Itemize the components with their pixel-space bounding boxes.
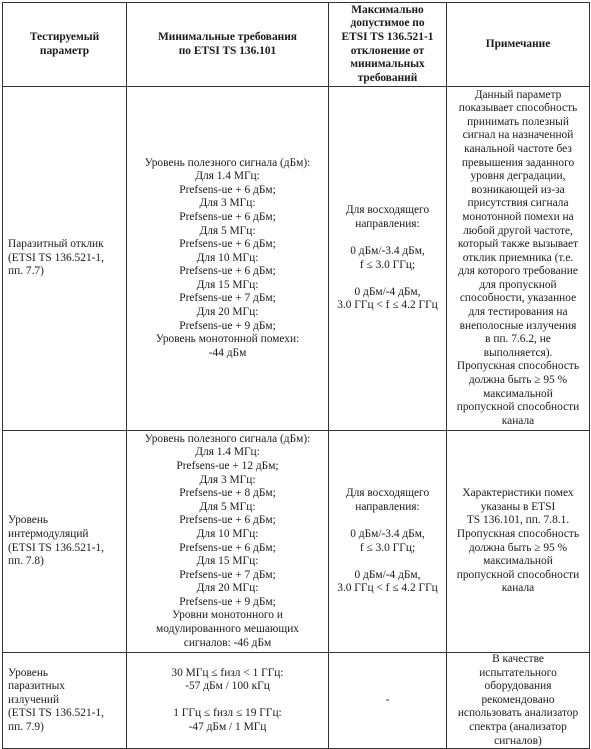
text-line: 1 ГГц ≤ fизл ≤ 19 ГГц:: [173, 707, 282, 720]
text-line: Prefsens-ue + 7 дБм;: [179, 568, 276, 581]
cell-requirement: [127, 653, 329, 749]
cell-parameter: [3, 87, 127, 431]
header-requirements: [127, 3, 329, 87]
text-line: Примечание: [485, 37, 551, 50]
text-line: возникающей из-за: [471, 183, 565, 196]
text-line: Для 10 МГц:: [196, 527, 259, 540]
text-line: В качестве: [492, 653, 544, 665]
text-line: модулированного мешающих: [156, 623, 299, 636]
text-line: уровня деградации,: [470, 170, 566, 183]
text-line: для пропускной: [479, 278, 557, 291]
table-row-intermodulation: [3, 431, 590, 653]
text-line: использовать анализатор: [457, 707, 579, 720]
text-line: отклик приемника (т.е.: [462, 251, 574, 264]
text-line: Уровень полезного сигнала (дБм):: [144, 432, 311, 445]
table-row-spurious-emissions: [3, 653, 590, 749]
text-line: монотонной помехи на: [462, 210, 574, 223]
text-line: рекомендовано: [481, 693, 555, 706]
text-line: по ETSI TS 136.101: [178, 44, 277, 57]
text-line: 0 дБм/-4 дБм,: [354, 285, 421, 298]
requirements-table: [2, 2, 590, 749]
text-line: сигналов: -46 дБм: [183, 636, 272, 649]
text-line: параметр: [39, 44, 90, 57]
text-line: Для 3 МГц:: [199, 473, 256, 486]
text-line: Prefsens-ue + 9 дБм;: [179, 595, 276, 608]
text-line: Характеристики помех: [462, 487, 574, 500]
text-line: требований: [357, 71, 418, 84]
text-line: максимальной: [483, 555, 553, 568]
text-line: отклонение от: [350, 44, 425, 57]
header-row: [3, 3, 590, 87]
text-line: пропускной способности: [456, 401, 580, 414]
text-line: 3.0 ГГц < f ≤ 4.2 ГГц: [337, 299, 438, 312]
table-row-spurious-response: [3, 87, 590, 431]
text-line: сигналов): [494, 734, 542, 747]
text-line: (ETSI TS 136.521-1,: [8, 251, 104, 264]
text-line: Prefsens-ue + 7 дБм;: [179, 292, 276, 305]
text-line: Prefsens-ue + 9 дБм;: [179, 319, 276, 332]
text-line: в пп. 7.6.2, не: [485, 333, 551, 346]
text-line: направления:: [355, 500, 420, 513]
text-line: пропускной способности: [456, 568, 580, 581]
text-line: Пропускная способность: [456, 527, 580, 540]
text-line: Prefsens-ue + 6 дБм;: [179, 238, 276, 251]
text-line: Для 15 МГц:: [196, 278, 259, 291]
text-line: паразитных: [8, 680, 65, 693]
text-line: минимальных: [350, 58, 425, 71]
text-line: 3.0 ГГц < f ≤ 4.2 ГГц: [337, 582, 438, 595]
header-parameter: [3, 3, 127, 87]
cell-parameter: [3, 653, 127, 749]
text-line: Prefsens-ue + 8 дБм;: [179, 487, 276, 500]
text-line: пп. 7.7): [8, 265, 44, 278]
text-line: способности, указанное: [459, 292, 577, 305]
text-line: Уровень монотонной помехи:: [155, 333, 300, 346]
text-line: любой другой частоте,: [463, 224, 573, 237]
cell-note: [447, 87, 590, 431]
text-line: 0 дБм/-3.4 дБм,: [350, 244, 425, 257]
header-deviation: [329, 3, 447, 87]
text-line: присутствия сигнала: [467, 197, 569, 210]
text-line: ETSI TS 136.521-1: [341, 30, 434, 43]
text-line: (ETSI TS 136.521-1,: [8, 541, 104, 554]
text-line: внеполосные излучения: [459, 319, 577, 332]
text-line: спектра (анализатор: [469, 720, 567, 733]
text-line: Максимально: [351, 3, 424, 16]
text-line: канала: [501, 414, 535, 427]
cell-deviation: [329, 653, 447, 749]
text-line: должна быть ≥ 95 %: [468, 541, 568, 554]
text-line: пп. 7.8): [8, 555, 44, 568]
text-line: Для 10 МГц:: [196, 251, 259, 264]
cell-deviation: [329, 87, 447, 431]
text-line: Prefsens-ue + 6 дБм;: [179, 514, 276, 527]
text-line: Prefsens-ue + 6 дБм;: [179, 210, 276, 223]
text-line: Для 20 МГц:: [196, 582, 259, 595]
text-line: принимать полезный: [467, 115, 569, 128]
text-line: f ≤ 3.0 ГГц;: [359, 541, 416, 554]
text-line: Для 3 МГц:: [199, 197, 256, 210]
text-line: Уровень: [8, 666, 49, 679]
text-line: должна быть ≥ 95 %: [468, 374, 568, 387]
text-line: излучений: [8, 693, 60, 706]
cell-requirement: [127, 431, 329, 653]
text-line: Для 20 МГц:: [196, 306, 259, 319]
text-line: -47 дБм / 1 МГц: [188, 720, 267, 733]
text-line: (ETSI TS 136.521-1,: [8, 707, 104, 720]
cell-note: [447, 431, 590, 653]
text-line: -57 дБм / 100 кГц: [185, 680, 270, 693]
text-line: Для 5 МГц:: [199, 500, 256, 513]
text-line: для которого требование: [458, 265, 578, 278]
text-line: для тестирования на: [468, 306, 568, 319]
document-page: [2, 2, 589, 746]
text-line: 0 дБм/-4 дБм,: [354, 568, 421, 581]
text-line: интермодуляций: [8, 527, 89, 540]
text-line: Паразитный отклик: [8, 238, 104, 251]
text-line: Минимальные требования: [158, 30, 297, 43]
text-line: Для восходящего: [345, 487, 430, 500]
text-line: Для 15 МГц:: [196, 555, 259, 568]
text-line: оборудования: [484, 680, 552, 693]
cell-parameter: [3, 431, 127, 653]
text-line: f ≤ 3.0 ГГц;: [359, 258, 416, 271]
text-line: Данный параметр: [474, 88, 562, 101]
text-line: 30 МГц ≤ fизл < 1 ГГц:: [171, 666, 284, 679]
text-line: Prefsens-ue + 6 дБм;: [179, 265, 276, 278]
text-line: канальной частоте без: [464, 142, 572, 155]
text-line: Prefsens-ue + 6 дБм;: [179, 183, 276, 196]
cell-requirement: [127, 87, 329, 431]
text-line: сигнал на назначенной: [462, 129, 574, 142]
text-line: Уровень: [8, 514, 49, 527]
text-line: выполняется).: [483, 346, 553, 359]
cell-deviation: [329, 431, 447, 653]
text-line: Пропускная способность: [456, 360, 580, 373]
text-line: Prefsens-ue + 6 дБм;: [179, 541, 276, 554]
text-line: превышения заданного: [461, 156, 575, 169]
text-line: Для 1.4 МГц:: [195, 446, 260, 459]
cell-note: [447, 653, 590, 749]
text-line: -44 дБм: [208, 346, 247, 359]
text-line: направления:: [355, 217, 420, 230]
text-line: испытательного: [479, 666, 557, 679]
text-line: который также вызывает: [457, 238, 579, 251]
text-line: Prefsens-ue + 12 дБм;: [176, 459, 279, 472]
text-line: указаны в ETSI: [480, 500, 556, 513]
text-line: Для восходящего: [345, 204, 430, 217]
text-line: -: [385, 693, 390, 706]
text-line: 0 дБм/-3.4 дБм,: [350, 527, 425, 540]
header-note: [447, 3, 590, 87]
text-line: пп. 7.9): [8, 720, 44, 733]
text-line: допустимое по: [350, 17, 425, 30]
text-line: Для 1.4 МГц:: [195, 170, 260, 183]
text-line: Уровень полезного сигнала (дБм):: [144, 156, 311, 169]
text-line: показывает способность: [458, 102, 578, 115]
text-line: максимальной: [483, 387, 553, 400]
text-line: Для 5 МГц:: [199, 224, 256, 237]
text-line: канала: [501, 582, 535, 595]
text-line: Тестируемый: [29, 30, 100, 43]
text-line: Уровни монотонного и: [172, 609, 283, 622]
text-line: TS 136.101, пп. 7.8.1.: [466, 514, 570, 527]
